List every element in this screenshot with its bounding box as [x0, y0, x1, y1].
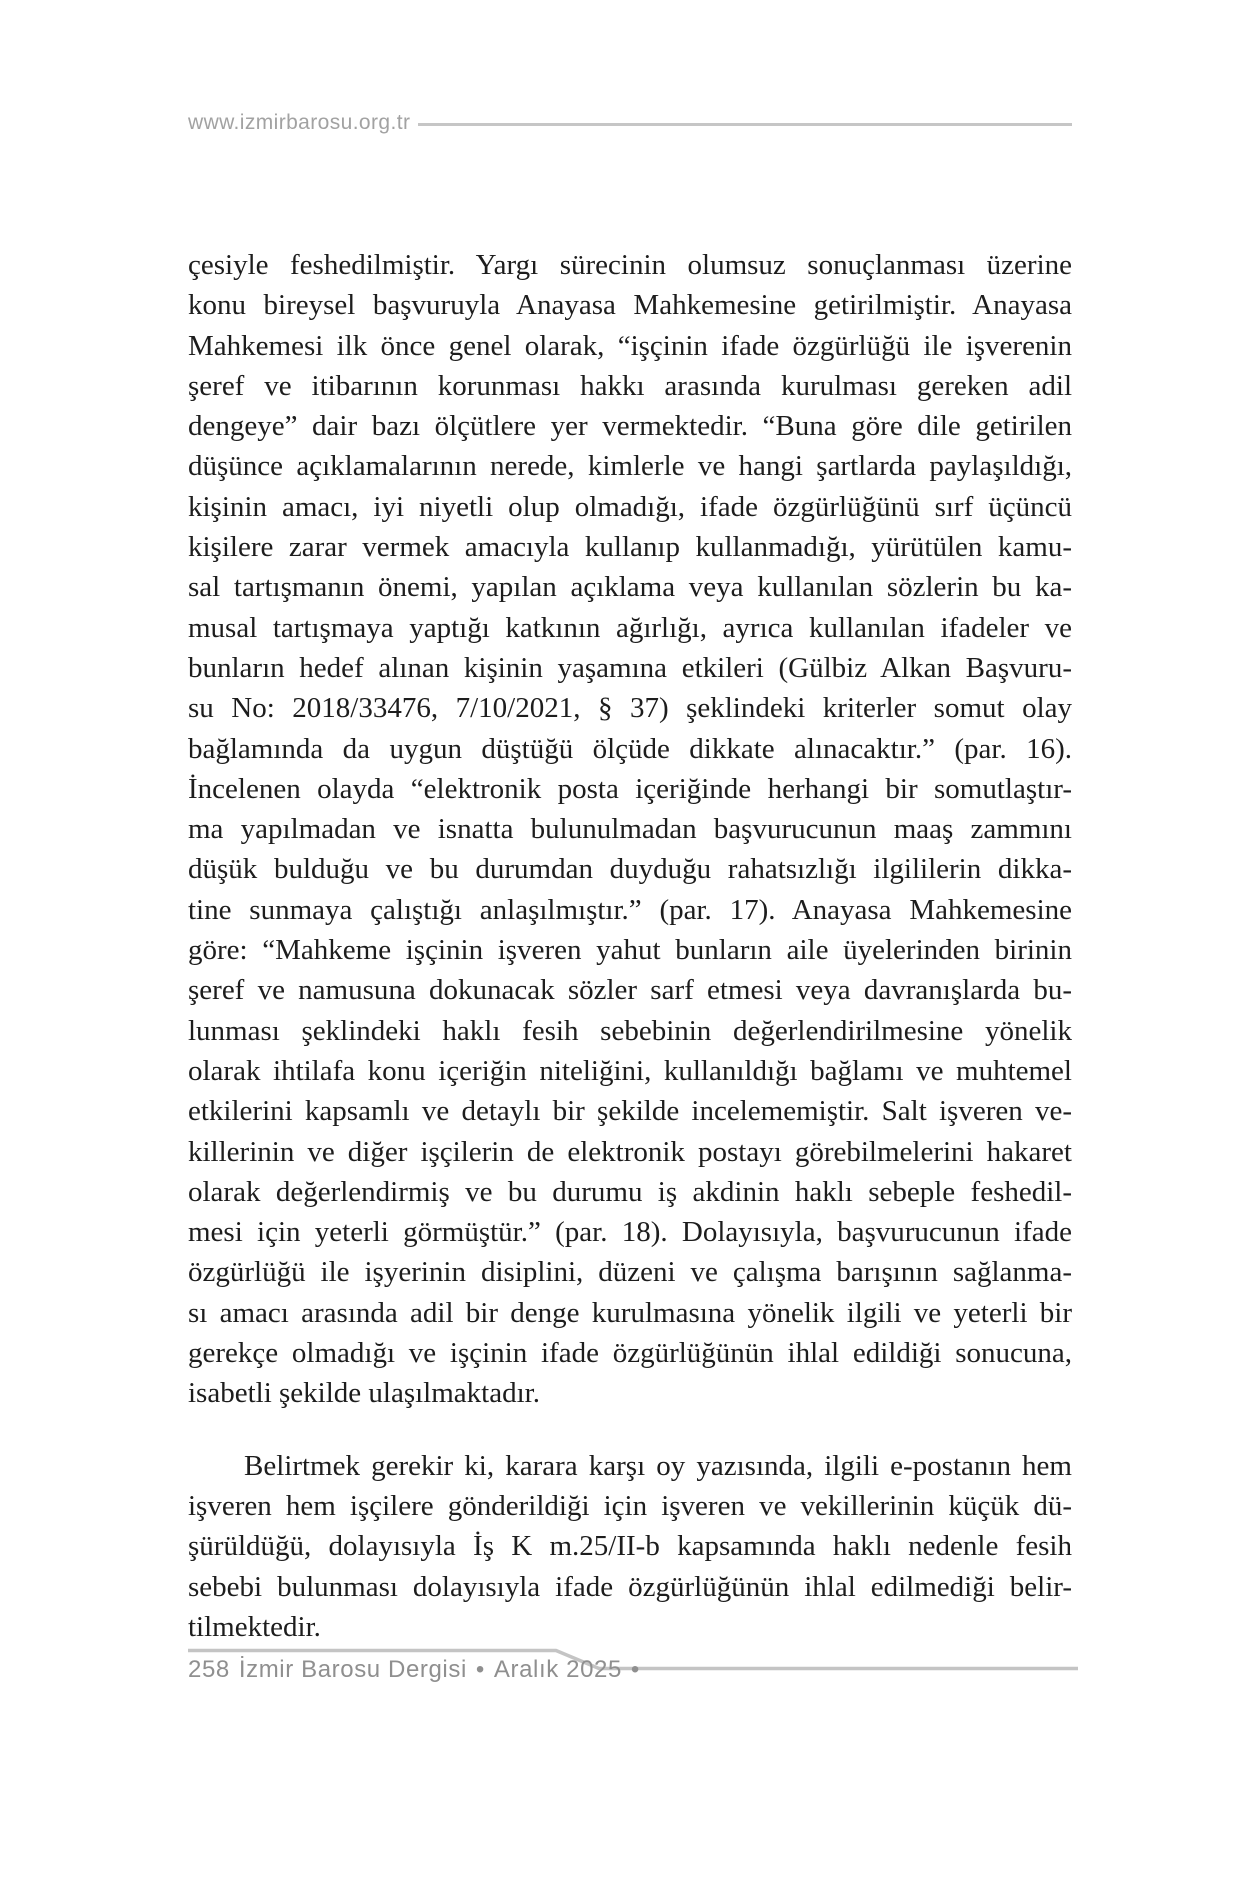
text-line: bağlamında da uygun düştüğü ölçüde dikkate alınacaktır.” (par. 16). — [188, 732, 1072, 765]
text-line: su No: 2018/33476, 7/10/2021, § 37) şeklindeki kriterler somut olay — [188, 692, 1072, 725]
paragraph — [188, 245, 1072, 1414]
text-line: çesiyle feshedilmiştir. Yargı sürecinin olumsuz sonuçlanması üzerine — [188, 249, 1072, 281]
text-line: mesi için yeterli görmüştür.” (par. 18). Dolayısıyla, başvurucunun ifade — [188, 1216, 1072, 1249]
text-line: şeref ve itibarının korunması hakkı arasında kurulması gereken adil — [188, 369, 1072, 402]
text-line: tilmektedir. — [188, 1610, 321, 1643]
journal-issue: Aralık 2025 — [493, 1656, 622, 1683]
text-line: Belirtmek gerekir ki, karara karşı oy yazısında, ilgili e-postanın hem — [244, 1449, 1072, 1482]
text-line: etkilerini kapsamlı ve detaylı bir şekilde incelememiştir. Salt işveren ve- — [188, 1095, 1072, 1128]
page-footer — [188, 1656, 640, 1684]
page-header — [188, 108, 1072, 138]
text-line: şeref ve namusuna dokunacak sözler sarf etmesi veya davranışlarda bu- — [188, 974, 1072, 1007]
text-line: gerekçe olmadığı ve işçinin ifade özgürlüğünün ihlal edildiği sonucuna, — [188, 1337, 1072, 1370]
text-line: olarak değerlendirmiş ve bu durumu iş akdinin haklı sebeple feshedil- — [188, 1175, 1072, 1208]
text-line: kişilere zarar vermek amacıyla kullanıp kullanmadığı, yürütülen kamu- — [188, 531, 1072, 564]
text-line: İncelenen olayda “elektronik posta içeriğinde herhangi bir somutlaştır- — [188, 772, 1072, 805]
text-line: sal tartışmanın önemi, yapılan açıklama veya kullanılan sözlerin bu ka- — [188, 571, 1072, 604]
text-line: sebebi bulunması dolayısıyla ifade özgürlüğünün ihlal edilmediği belir- — [188, 1570, 1072, 1603]
text-line: ma yapılmadan ve isnatta bulunulmadan başvurucunun maaş zammını — [188, 813, 1072, 846]
footer-bullet: • — [475, 1656, 485, 1683]
text-line: tine sunmaya çalıştığı anlaşılmıştır.” (par. 17). Anayasa Mahkemesine — [188, 893, 1072, 926]
text-line: şürüldüğü, dolayısıyla İş K m.25/II-b kapsamında haklı nedenle fesih — [188, 1530, 1072, 1563]
header-url: www.izmirbarosu.org.tr — [188, 111, 411, 134]
page-number: 258 — [188, 1656, 230, 1683]
text-line: dengeye” dair bazı ölçütlere yer vermektedir. “Buna göre dile getirilen — [188, 410, 1072, 443]
text-line: sı amacı arasında adil bir denge kurulmasına yönelik ilgili ve yeterli bir — [188, 1296, 1072, 1329]
text-line: bunların hedef alınan kişinin yaşamına etkileri (Gülbiz Alkan Başvuru- — [188, 651, 1072, 684]
text-line: musal tartışmaya yaptığı katkının ağırlığı, ayrıca kullanılan ifadeler ve — [188, 611, 1072, 644]
text-line: işveren hem işçilere gönderildiği için işveren ve vekillerinin küçük dü- — [188, 1489, 1072, 1522]
text-line: olarak ihtilafa konu içeriğin niteliğini, kullanıldığı bağlamı ve muhtemel — [188, 1054, 1072, 1087]
header-rule — [418, 123, 1072, 126]
text-line: düşünce açıklamalarının nerede, kimlerle ve hangi şartlarda paylaşıldığı, — [188, 450, 1072, 483]
text-line: düşük bulduğu ve bu durumdan duyduğu rahatsızlığı ilgililerin dikka- — [188, 853, 1072, 886]
text-line: lunması şeklindeki haklı fesih sebebinin değerlendirilmesine yönelik — [188, 1014, 1072, 1047]
text-line: konu bireysel başvuruyla Anayasa Mahkemesine getirilmiştir. Anayasa — [188, 289, 1072, 322]
paragraph — [188, 1446, 1072, 1647]
text-line: Mahkemesi ilk önce genel olarak, “işçinin ifade özgürlüğü ile işverenin — [188, 329, 1072, 362]
page-body — [188, 245, 1072, 1647]
text-line: göre: “Mahkeme işçinin işveren yahut bunların aile üyelerinden birinin — [188, 934, 1072, 967]
text-line: kişinin amacı, iyi niyetli olup olmadığı, ifade özgürlüğünü sırf üçüncü — [188, 490, 1072, 523]
text-line: killerinin ve diğer işçilerin de elektronik postayı görebilmelerini hakaret — [188, 1135, 1072, 1168]
text-line: isabetli şekilde ulaşılmaktadır. — [188, 1377, 540, 1410]
text-line: özgürlüğü ile işyerinin disiplini, düzeni ve çalışma barışının sağlanma- — [188, 1256, 1072, 1289]
journal-title: İzmir Barosu Dergisi — [238, 1656, 467, 1683]
footer-bullet: • — [630, 1656, 640, 1683]
